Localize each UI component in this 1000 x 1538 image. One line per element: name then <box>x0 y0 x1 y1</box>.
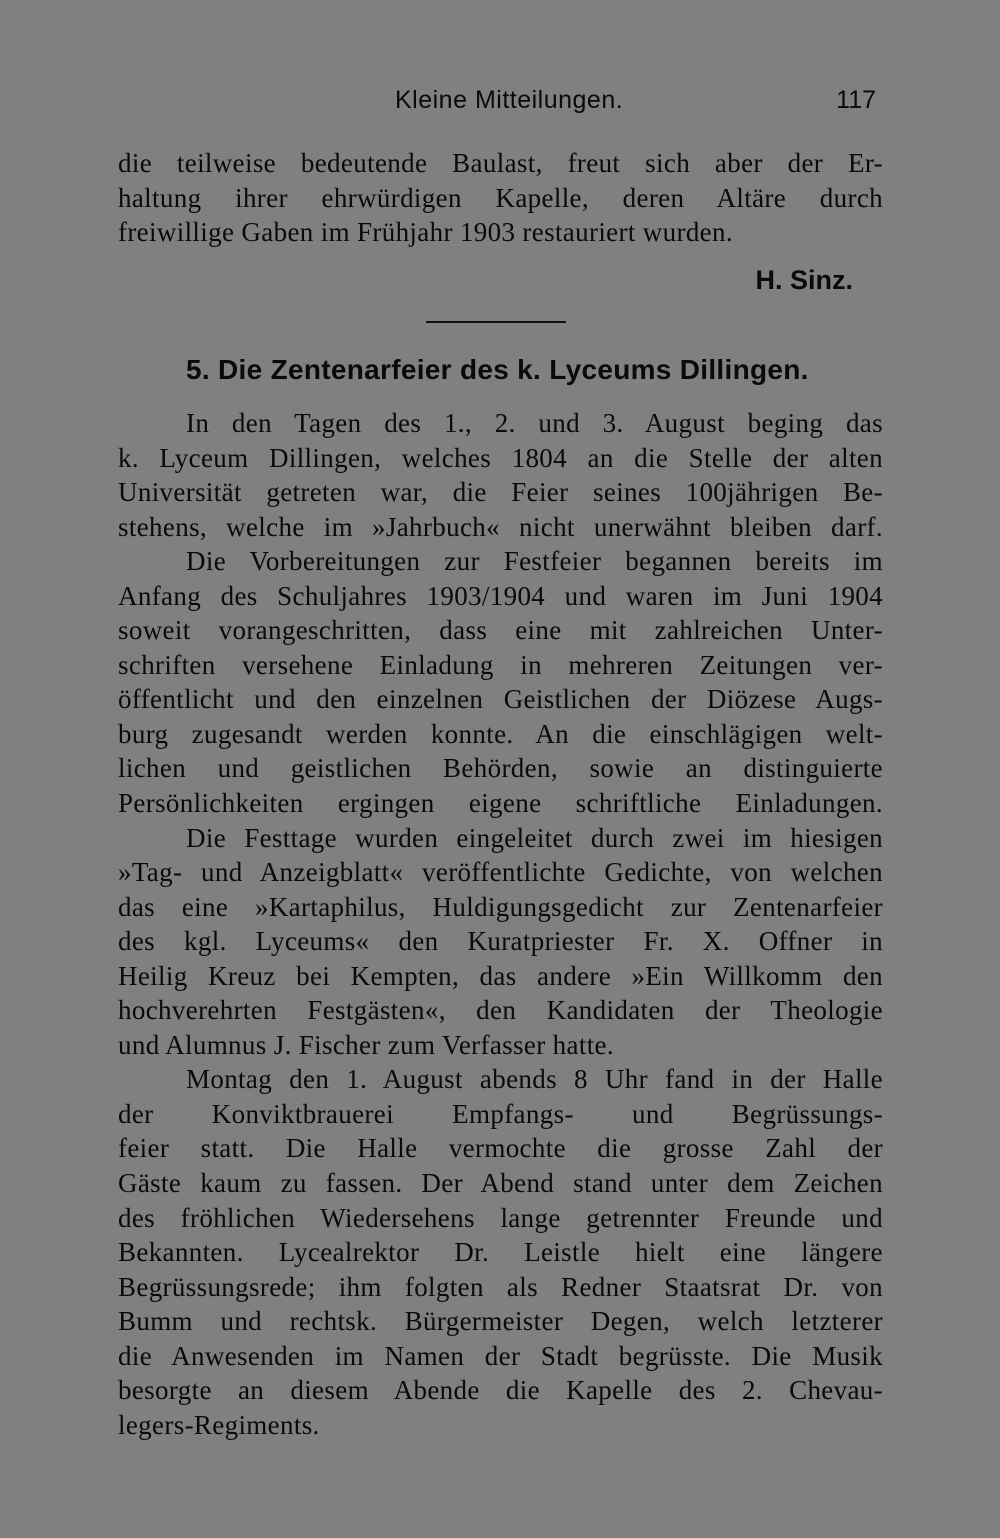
text-line: soweit vorangeschritten, dass eine mit zahlreichen Unter- <box>118 615 883 646</box>
page-number: 117 <box>836 86 876 114</box>
text-line: Heilig Kreuz bei Kempten, das andere »Ein Willkomm den <box>118 960 883 991</box>
text-line: stehens, welche im »Jahrbuch« nicht unerwähnt bleiben darf. <box>118 511 883 542</box>
text-line: Gäste kaum zu fassen. Der Abend stand unter dem Zeichen <box>118 1168 883 1199</box>
text-line: Persönlichkeiten ergingen eigene schriftliche Einladungen. <box>118 788 883 819</box>
text-line: Begrüssungsrede; ihm folgten als Redner Staatsrat Dr. von <box>118 1271 883 1302</box>
text-line: Die Festtage wurden eingeleitet durch zwei im hiesigen <box>186 822 883 853</box>
running-header <box>118 86 880 122</box>
intro-paragraph <box>118 146 883 250</box>
text-line: die Anwesenden im Namen der Stadt begrüsste. Die Musik <box>118 1340 883 1371</box>
text-line: haltung ihrer ehrwürdigen Kapelle, deren Altäre durch <box>118 182 883 213</box>
text-line: das eine »Kartaphilus, Huldigungsgedicht zur Zentenarfeier <box>118 891 883 922</box>
text-line: hochverehrten Festgästen«, den Kandidaten der Theologie <box>118 995 883 1026</box>
text-line: des fröhlichen Wiedersehens lange getrennter Freunde und <box>118 1202 883 1233</box>
text-line: besorgte an diesem Abende die Kapelle des 2. Chevau- <box>118 1375 883 1406</box>
text-line: des kgl. Lyceums« den Kuratpriester Fr. X. Offner in <box>118 926 883 957</box>
text-line: freiwillige Gaben im Frühjahr 1903 restauriert wurden. <box>118 217 733 248</box>
text-line: burg zugesandt werden konnte. An die einschlägigen welt- <box>118 718 883 749</box>
text-line: und Alumnus J. Fischer zum Verfasser hatte. <box>118 1029 614 1060</box>
text-line: öffentlicht und den einzelnen Geistlichen der Diözese Augs- <box>118 684 883 715</box>
text-line: k. Lyceum Dillingen, welches 1804 an die Stelle der alten <box>118 442 883 473</box>
text-line: Bumm und rechtsk. Bürgermeister Degen, welch letzterer <box>118 1306 883 1337</box>
article-body <box>118 406 883 1442</box>
text-line: feier statt. Die Halle vermochte die grosse Zahl der <box>118 1133 883 1164</box>
section-heading: 5. Die Zentenarfeier des k. Lyceums Dillingen. <box>186 354 809 385</box>
text-line: lichen und geistlichen Behörden, sowie an distinguierte <box>118 753 883 784</box>
author-signature: H. Sinz. <box>755 265 853 295</box>
text-line: »Tag- und Anzeigblatt« veröffentlichte Gedichte, von welchen <box>118 857 883 888</box>
text-line: Anfang des Schuljahres 1903/1904 und waren im Juni 1904 <box>118 580 883 611</box>
text-line: In den Tagen des 1., 2. und 3. August beging das <box>186 408 883 438</box>
text-line: Universität getreten war, die Feier seines 100jährigen Be- <box>118 477 883 508</box>
text-line: Montag den 1. August abends 8 Uhr fand in der Halle <box>186 1064 883 1095</box>
text-line: schriften versehene Einladung in mehreren Zeitungen ver- <box>118 649 883 680</box>
text-line: Bekannten. Lycealrektor Dr. Leistle hielt eine längere <box>118 1237 883 1268</box>
text-line: der Konviktbrauerei Empfangs- und Begrüssungs- <box>118 1098 883 1129</box>
section-divider <box>426 321 566 323</box>
text-line: die teilweise bedeutende Baulast, freut sich aber der Er- <box>118 148 883 178</box>
text-line: legers-Regiments. <box>118 1409 320 1440</box>
text-line: Die Vorbereitungen zur Festfeier begannen bereits im <box>186 546 883 577</box>
running-title: Kleine Mitteilungen. <box>395 86 624 114</box>
